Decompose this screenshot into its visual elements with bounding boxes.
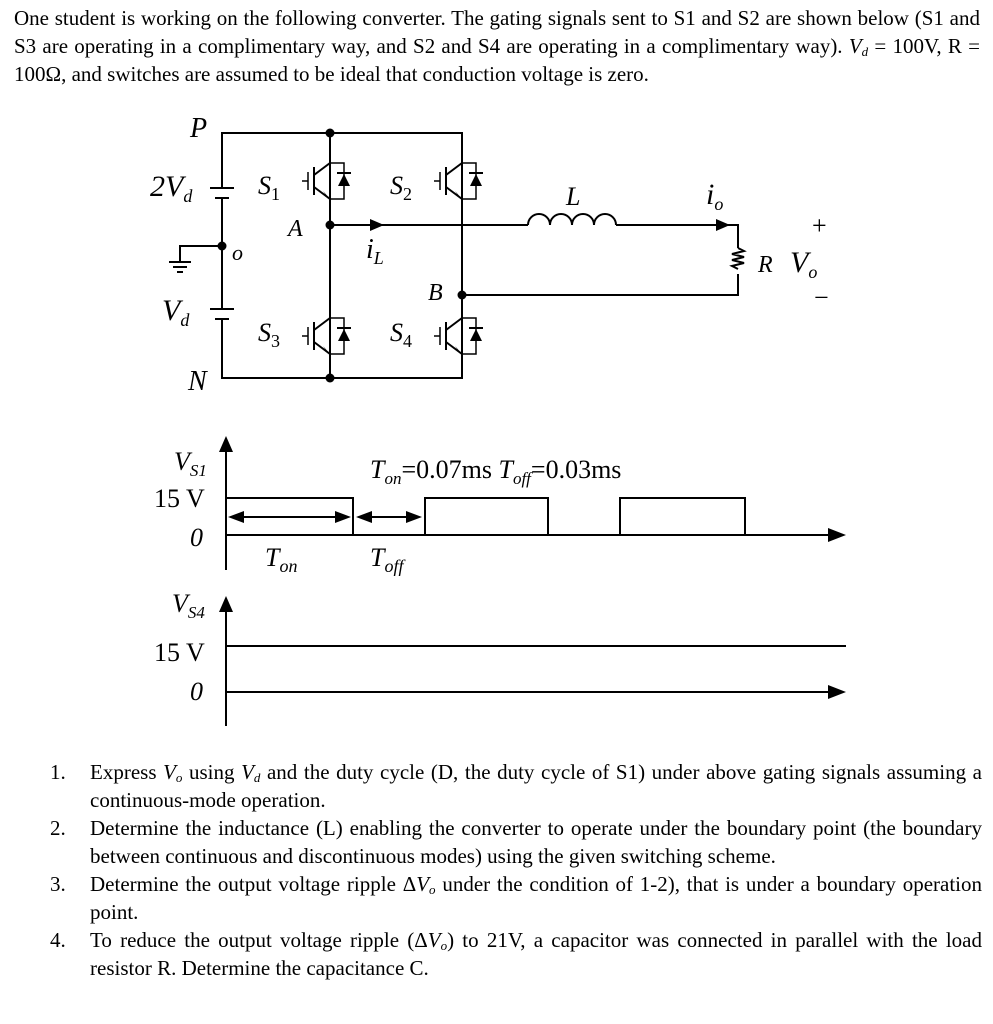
- converter-diagram: [0, 110, 993, 740]
- vs4-y-arrow-icon: [219, 596, 233, 612]
- vd-subscript: d: [861, 44, 869, 59]
- inductor-icon: [528, 214, 616, 225]
- resistor-icon: [732, 248, 744, 269]
- label-inductor: L: [566, 182, 581, 211]
- toff-dimension-arrow: [356, 511, 422, 523]
- label-ton: $T_{on}$: [265, 543, 298, 576]
- vs4-low-level: 0: [190, 677, 203, 706]
- label-plus: +: [812, 211, 827, 240]
- label-a: A: [288, 216, 303, 242]
- question-list: [50, 758, 982, 982]
- vd-symbol: V: [848, 34, 862, 58]
- label-s4: $S_4$: [390, 318, 412, 351]
- timing-annotation: $T_{on}=0.07ms$ $T_{off}=0.03ms$: [370, 455, 622, 488]
- vs1-low-level: 0: [190, 523, 203, 552]
- label-vs1: $V_{S1}$: [174, 447, 207, 480]
- vs1-pulse-2: [425, 498, 548, 535]
- label-b: B: [428, 280, 443, 306]
- question-4: 4. To reduce the output voltage ripple $(\Delta V_o)$ to 21V, a capacitor was connected in parallel with the load resistor R. Determine the capacitance C.: [50, 928, 982, 980]
- vs1-y-arrow-icon: [219, 436, 233, 452]
- switch-s4-icon: [434, 318, 483, 354]
- vs1-pulse-3: [620, 498, 745, 535]
- switch-s1-icon: [302, 163, 351, 199]
- label-o: o: [232, 240, 243, 265]
- dc-source-2vd: [210, 188, 234, 198]
- label-io: $i_o$: [706, 178, 724, 214]
- question-1: 1. Express $V_o$ using $V_d$ and the duty cycle (D, the duty cycle of S1) under above gating signals assuming a continuous-mode operation.: [50, 760, 982, 812]
- intro-text-1: One student is working on the following converter. The gating signals sent to S1 and S2 are shown below (S1 and S3 are operating in a complimentary way, and S2 and S4 are operating in a complimentary way).: [14, 6, 980, 58]
- vs4-high-level: 15 V: [154, 638, 205, 667]
- label-r: R: [758, 252, 773, 278]
- problem-intro: [14, 4, 980, 88]
- label-s1: $S_1$: [258, 171, 280, 204]
- switch-s3-icon: [302, 318, 351, 354]
- vs4-x-arrow-icon: [828, 685, 846, 699]
- dc-source-vd: [210, 309, 234, 328]
- vs1-high-level: 15 V: [154, 484, 205, 513]
- gating-waveforms: [154, 436, 846, 726]
- label-minus: −: [814, 283, 829, 312]
- intro-text-2: = 100V, R = 100Ω, and switches are assumed to be ideal that conduction voltage is zero.: [14, 34, 981, 86]
- label-toff: $T_{off}$: [370, 543, 404, 576]
- vs1-x-arrow-icon: [828, 528, 846, 542]
- label-s2: $S_2$: [390, 171, 412, 204]
- circuit-nodes: [218, 129, 467, 383]
- label-vs4: $V_{S4}$: [172, 589, 205, 622]
- label-2vd: $2V_d$: [150, 170, 193, 206]
- switch-s2-icon: [434, 163, 483, 199]
- il-arrow-icon: [370, 219, 384, 231]
- label-vo: $V_o$: [790, 246, 818, 282]
- question-2: 2. Determine the inductance (L) enabling the converter to operate under the boundary point (the boundary between continuous and discontinuous modes) using the given switching scheme.: [50, 816, 982, 868]
- io-arrow-icon: [716, 219, 730, 231]
- question-3: 3. Determine the output voltage ripple $\Delta V_o$ under the condition of 1-2), that is under a boundary operation point.: [50, 872, 982, 924]
- ground-icon: [169, 246, 222, 272]
- label-il: $i_L$: [366, 234, 384, 268]
- label-s3: $S_3$: [258, 318, 280, 351]
- ton-dimension-arrow: [228, 511, 351, 523]
- output-wiring: [330, 225, 738, 295]
- label-p: P: [190, 113, 208, 144]
- circuit-schematic: [150, 113, 829, 397]
- label-n: N: [188, 366, 207, 397]
- label-vd: $V_d$: [162, 294, 190, 330]
